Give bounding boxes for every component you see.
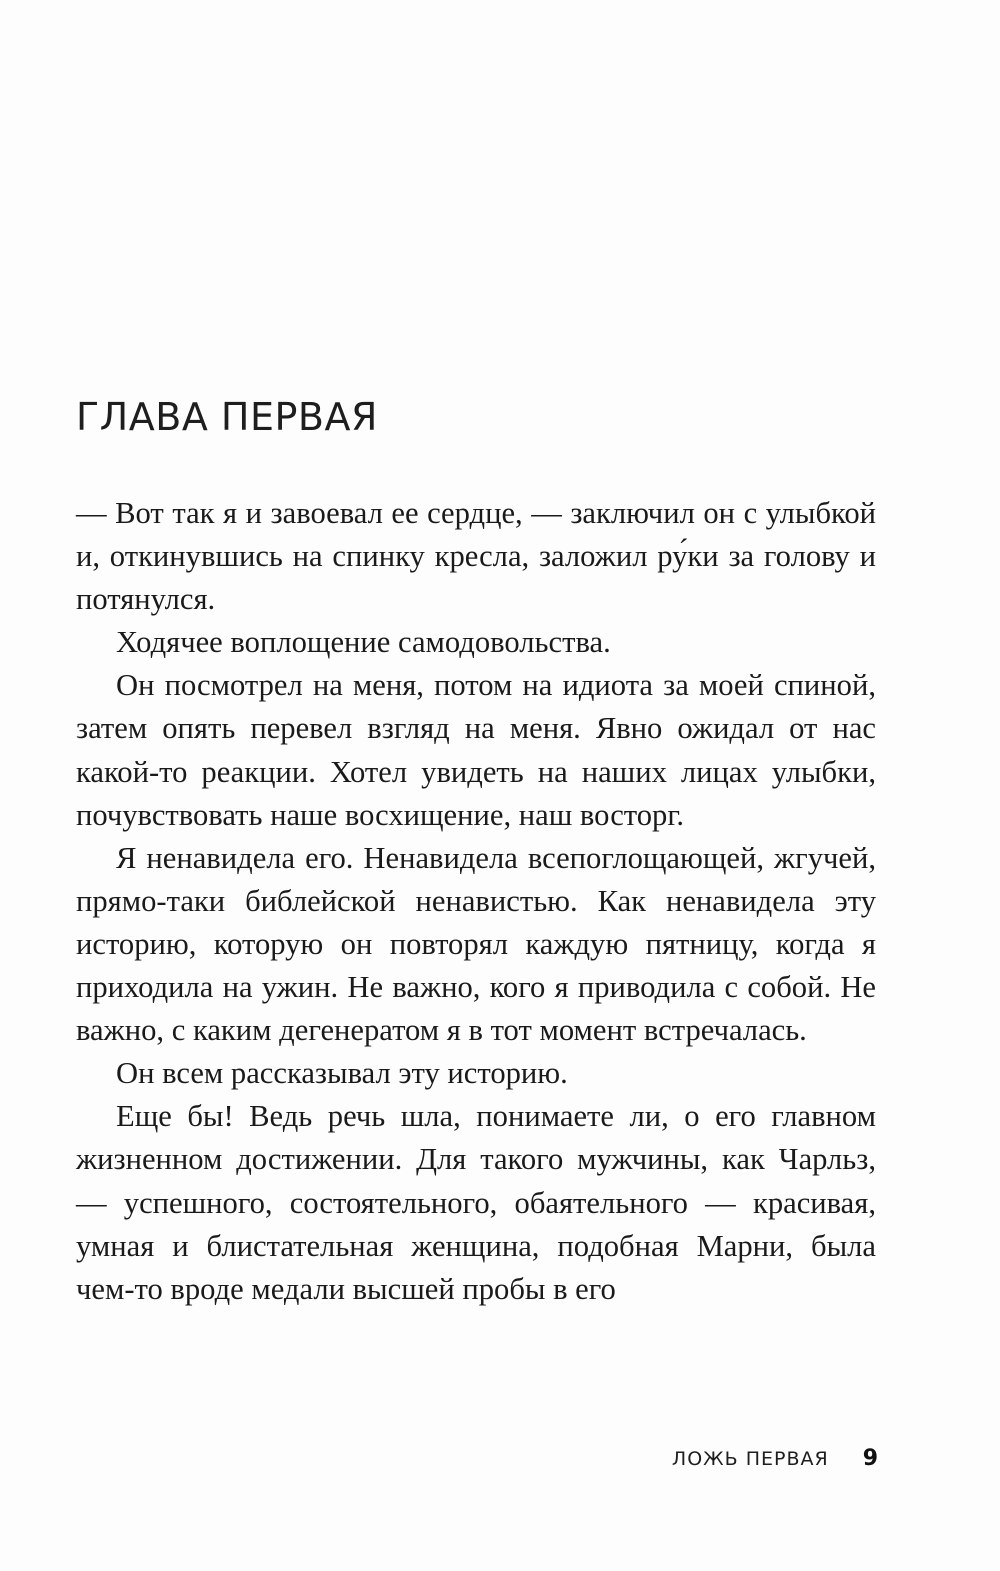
paragraph-3: Он посмотрел на меня, потом на идиота за моей спиной, затем опять перевел взгляд на меня. Явно ожидал от нас какой-то реакции. Хотел увидеть на наших лицах улыбки, почувствовать наше восхищение, наш восторг. <box>76 668 876 832</box>
page-footer <box>560 1446 878 1471</box>
running-title: ЛОЖЬ ПЕРВАЯ <box>671 1447 829 1470</box>
chapter-title: ГЛАВА ПЕРВАЯ <box>76 395 378 439</box>
paragraph-5: Он всем рассказывал эту историю. <box>116 1056 568 1091</box>
paragraph-2: Ходячее воплощение самодовольства. <box>116 625 611 660</box>
body-text <box>76 492 876 1311</box>
paragraph-1: — Вот так я и завоевал ее сердце, — заключил он с улыбкой и, откинувшись на спинку кресла, заложил ру́ки за голову и потянулся. <box>76 496 876 617</box>
paragraph-6: Еще бы! Ведь речь шла, понимаете ли, о его главном жизненном достижении. Для такого мужчины, как Чарльз, — успешного, состоятельного, обаятельного — красивая, умная и блистательная женщина, подобная Марни, была чем-то вроде медали высшей пробы в его <box>76 1099 876 1306</box>
paragraph-4: Я ненавидела его. Ненавидела всепоглощающей, жгучей, прямо-таки библейской ненавистью. Как ненавидела эту историю, которую он повторял каждую пятницу, когда я приходила на ужин. Не важно, кого я приводила с собой. Не важно, с каким дегенератом я в тот момент встречалась. <box>76 840 876 1048</box>
page-number: 9 <box>862 1446 878 1471</box>
